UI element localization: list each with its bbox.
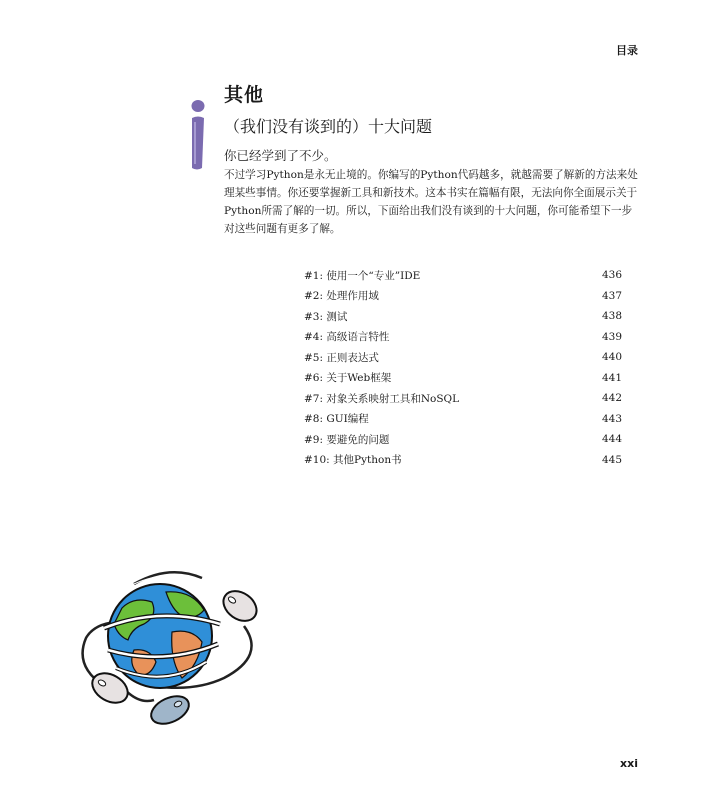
toc-header-label: 目录	[616, 44, 638, 57]
page-number: xxi	[620, 757, 638, 770]
toc-item[interactable]	[304, 265, 622, 286]
toc-item-page: 439	[601, 330, 622, 343]
toc-item[interactable]	[304, 327, 622, 348]
toc-item-page: 441	[601, 371, 622, 384]
toc-item[interactable]	[304, 306, 622, 327]
toc-item-label: #3: 测试	[304, 310, 348, 323]
chapter-lead: 你已经学到了不少。	[224, 148, 337, 163]
toc-item-page: 445	[601, 453, 622, 466]
toc-item[interactable]	[304, 286, 622, 307]
chapter-letter-i-icon	[186, 98, 210, 172]
toc-item-page: 442	[601, 392, 622, 405]
chapter-intro: 不过学习Python是永无止境的。你编写的Python代码越多，就越需要了解新的方法来处理某些事情。你还要掌握新工具和新技术。这本书实在篇幅有限，无法向你全面展示关于Python所需了解的一切。所以，下面给出我们没有谈到的十大问题，你可能希望下一步对这些问题有更多了解。	[224, 169, 638, 235]
toc-item-page: 436	[601, 269, 622, 282]
chapter-subtitle: （我们没有谈到的）十大问题	[224, 117, 433, 136]
toc-item-label: #8: GUI编程	[304, 413, 369, 426]
toc-item-page: 444	[601, 433, 622, 446]
toc-item-label: #4: 高级语言特性	[304, 331, 390, 344]
toc-item-label: #1: 使用一个“专业”IDE	[304, 269, 421, 282]
toc-item[interactable]	[304, 409, 622, 430]
globe-with-mice-icon	[74, 566, 266, 732]
toc-item-label: #7: 对象关系映射工具和NoSQL	[304, 392, 460, 405]
toc-item-page: 443	[601, 412, 622, 425]
toc-item[interactable]	[304, 368, 622, 389]
toc-item-label: #6: 关于Web框架	[304, 372, 392, 385]
toc-item[interactable]	[304, 388, 622, 409]
toc-item-label: #9: 要避免的问题	[304, 433, 390, 446]
toc-item-label: #2: 处理作用域	[304, 290, 379, 303]
toc-list	[304, 265, 622, 470]
toc-item-page: 438	[601, 310, 622, 323]
toc-item-page: 440	[601, 351, 622, 364]
toc-item-page: 437	[601, 289, 622, 302]
toc-item[interactable]	[304, 347, 622, 368]
chapter-title: 其他	[224, 84, 265, 106]
toc-item-label: #10: 其他Python书	[304, 454, 402, 467]
toc-item-label: #5: 正则表达式	[304, 351, 379, 364]
toc-item[interactable]	[304, 429, 622, 450]
toc-item[interactable]	[304, 450, 622, 471]
